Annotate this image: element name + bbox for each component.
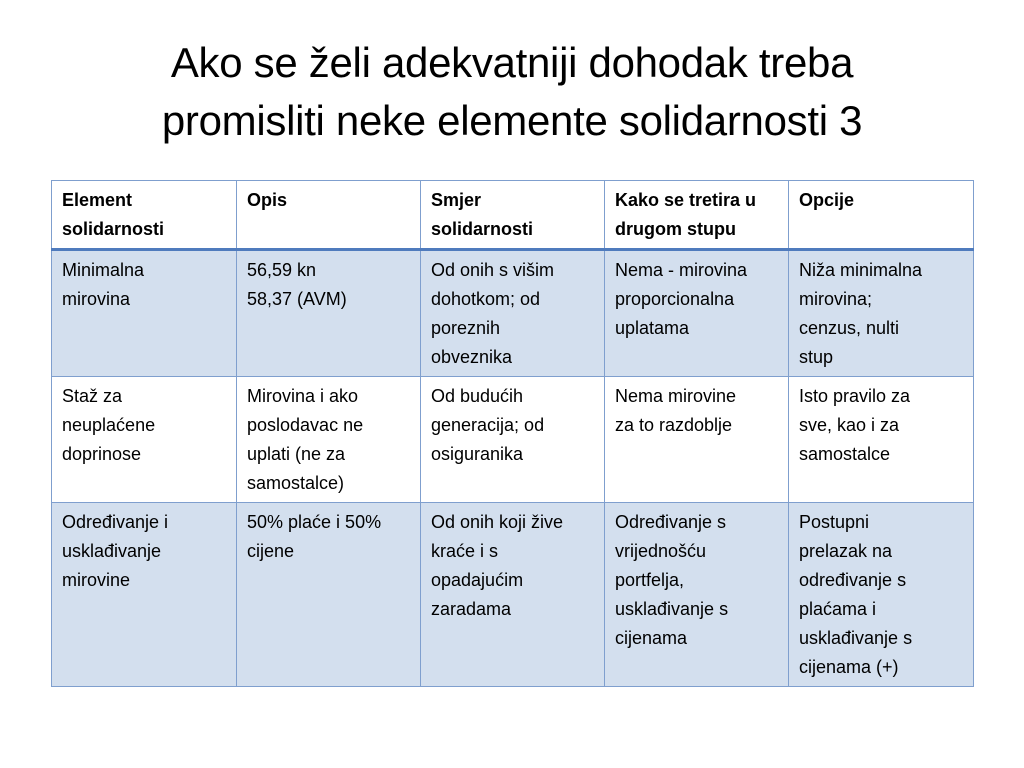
header-kako-se-tretira: Kako se tretira u drugom stupu: [605, 181, 789, 250]
table-cell: Nema - mirovina proporcionalna uplatama: [605, 250, 789, 377]
table-cell: Mirovina i ako poslodavac ne uplati (ne za samostalce): [237, 377, 421, 503]
header-element-solidarnosti: Element solidarnosti: [52, 181, 237, 250]
table-cell: Od onih s višim dohotkom; od poreznih obveznika: [421, 250, 605, 377]
table-cell: Nema mirovine za to razdoblje: [605, 377, 789, 503]
slide-title-line-2: promisliti neke elemente solidarnosti 3: [161, 97, 863, 144]
table-cell: 56,59 kn 58,37 (AVM): [237, 250, 421, 377]
solidarity-table: [51, 180, 974, 687]
table-row: [52, 377, 974, 503]
table-cell: Minimalna mirovina: [52, 250, 237, 377]
header-smjer-solidarnosti: Smjer solidarnosti: [421, 181, 605, 250]
slide-title: [40, 34, 984, 150]
table-cell: Isto pravilo za sve, kao i za samostalce: [789, 377, 974, 503]
table-cell: Postupni prelazak na određivanje s plaćama i usklađivanje s cijenama (+): [789, 503, 974, 687]
table-row: [52, 250, 974, 377]
table-body: [52, 250, 974, 687]
header-opcije: Opcije: [789, 181, 974, 250]
table-cell: Od budućih generacija; od osiguranika: [421, 377, 605, 503]
table-cell: 50% plaće i 50% cijene: [237, 503, 421, 687]
header-row: [52, 181, 974, 250]
table-cell: Niža minimalna mirovina; cenzus, nulti stup: [789, 250, 974, 377]
table-cell: Određivanje i usklađivanje mirovine: [52, 503, 237, 687]
table-header: [52, 181, 974, 250]
slide-title-line-1: Ako se želi adekvatniji dohodak treba: [170, 39, 854, 86]
table-row: [52, 503, 974, 687]
header-opis: Opis: [237, 181, 421, 250]
table-cell: Staž za neuplaćene doprinose: [52, 377, 237, 503]
table-cell: Određivanje s vrijednošću portfelja, usklađivanje s cijenama: [605, 503, 789, 687]
table-cell: Od onih koji žive kraće i s opadajućim zaradama: [421, 503, 605, 687]
